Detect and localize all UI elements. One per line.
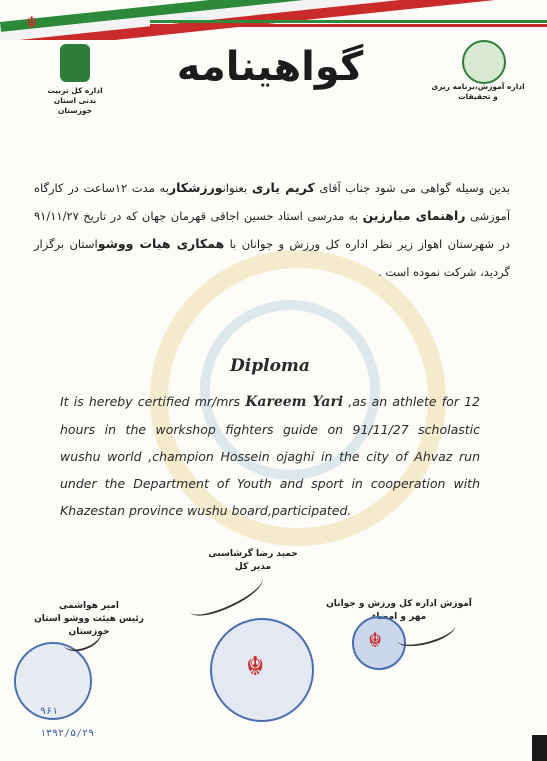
training-title: آموزش اداره کل ورزش و جوانان	[326, 599, 472, 609]
course-fa: راهنمای مبارزین	[362, 208, 466, 223]
director-signature-block	[188, 548, 318, 574]
training-signature-block	[324, 598, 474, 624]
header-stripe	[150, 20, 547, 28]
certificate-title: گواهینامه	[176, 44, 364, 90]
scan-edge	[532, 735, 547, 761]
signature-scribble	[184, 566, 267, 623]
recipient-name-en: Kareem Yari	[245, 394, 344, 410]
director-name: حمید رضا گرشاسبی	[208, 549, 298, 559]
left-logo-caption: اداره کل تربیت بدنی استان خوزستان	[47, 86, 103, 115]
recipient-name-fa: کریم یاری	[251, 180, 315, 195]
stamp-emblem-icon: ☬	[246, 652, 265, 682]
english-body: It is hereby certified mr/mrs Kareem Yari ,as an athlete for 12 hours in the workshop fighters guide on 91/11/27 scholastic wushu world ,champion Hossein ojaghi in the city of Ahvaz run under the Department of Youth and sport in cooperation with Khazestan province wushu board,participated.	[60, 394, 481, 518]
director-title: مدیر کل	[234, 562, 272, 572]
board-head-name: امیر هواشمی	[58, 601, 120, 611]
handwritten-date: ۱۳۹۲/۵/۲۹	[40, 728, 95, 739]
right-logo-caption: اداره آموزش،برنامه ریزی و تحقیقات	[431, 82, 525, 101]
handwritten-number: ۹۶۱	[40, 706, 59, 717]
persian-body: بدین وسیله گواهی می شود جناب آقای کریم یاری بعنوانورزشکاربه مدت ۱۲ساعت در کارگاه آموزشی راهنمای مبارزین به مدرسی استاد حسین اجاقی قهرمان جهان که در تاریخ ۹۱/۱۱/۲۷ در شهرستان اهواز زیر نظر اداره کل ورزش و جوانان با همکاری هیات ووشواستان برگزار گردید، شرکت نموده است .	[34, 180, 511, 279]
board-head-title: رئیس هیئت ووشو استان خوزستان	[34, 614, 144, 637]
training-office-logo-icon	[462, 40, 506, 84]
stamp-emblem-small-icon: ☬	[368, 628, 383, 652]
training-sub: مهر و امضاء	[371, 612, 427, 622]
role-fa: ورزشکار	[168, 180, 223, 195]
cooperation-fa: همکاری هیات ووشو	[97, 236, 225, 251]
iran-emblem-icon: ☬	[26, 13, 38, 32]
diploma-heading: Diploma	[230, 356, 310, 376]
sports-office-logo-icon	[60, 44, 90, 82]
